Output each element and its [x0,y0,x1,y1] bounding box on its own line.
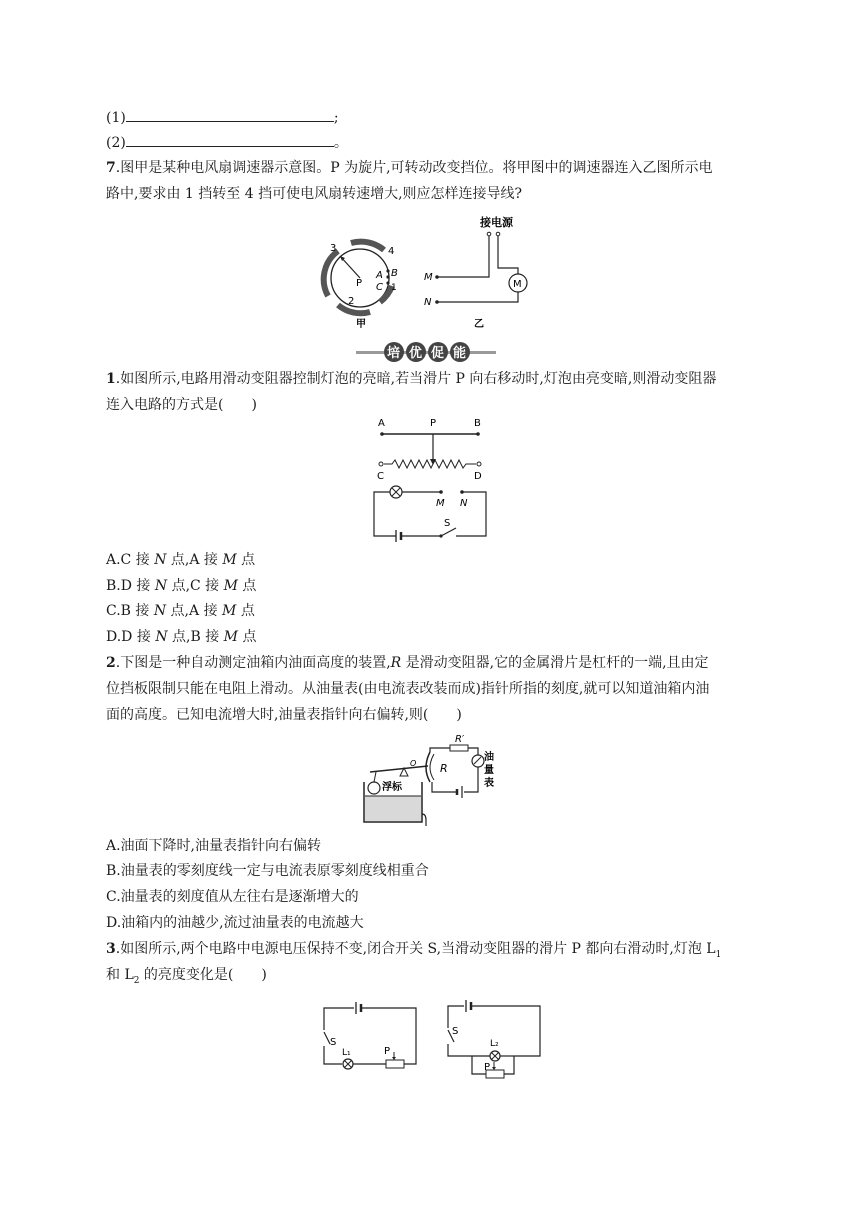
option-c-part-2: 点,A 接 [166,603,223,619]
label-D: D [474,471,482,482]
caption-yi: 乙 [474,319,484,330]
blank-2-label: (2) [106,135,126,151]
fan-regulator-figure [318,238,410,336]
option-d-var-2: M [223,629,238,645]
wire-bottom [432,782,457,792]
meter-label-2: 量 [484,765,494,776]
q2-option-b-text: B.油量表的零刻度线一定与电流表原零刻度线相重合 [106,863,429,879]
option-a-part-3: 点 [236,552,256,568]
q1-option-d[interactable] [106,628,256,646]
q2-text-1b: 是滑动变阻器,它的金属滑片是杠杆的一端,且由定 [401,655,709,671]
q3-sub-2: 2 [133,975,140,986]
label-B: B [474,418,481,429]
q2-option-c[interactable] [106,888,359,906]
power-terminal-2 [496,232,500,236]
option-c-var-2: M [222,603,237,619]
label-A: A [376,270,383,281]
q7-text-1: .图甲是某种电风扇调速器示意图。P 为旋片,可转动改变挡位。将甲图中的调速器连入乙图所示电 [115,160,713,176]
label-M: M [424,272,433,283]
q1-option-c[interactable] [106,602,255,620]
q2-text-3: 面的高度。已知电流增大时,油量表指针向右偏转,则( ) [106,707,462,723]
blank-line-2 [106,134,348,152]
option-a-part-2: 点,A 接 [166,552,223,568]
wire-top [430,748,450,752]
q3-line-1 [106,940,721,964]
banner-bar [356,351,496,354]
option-b-part-1: B.D 接 [106,578,155,594]
stop-plate [430,754,434,780]
option-d-part-1: D.D 接 [106,629,156,645]
q2-line-2 [106,680,709,698]
q2-var-R: R [390,655,402,671]
c2-wire-top-left [448,1006,464,1028]
label-O: O [410,759,417,768]
wire-right [468,748,478,755]
q7-line-1 [106,159,713,177]
resistor-R-prime [450,745,468,751]
label-4: 4 [388,246,395,257]
blank-2-end: 。 [333,135,348,151]
banner-char-2: 优 [409,346,423,361]
q3-text-1: .如图所示,两个电路中电源电压保持不变,闭合开关 S,当滑动变阻器的滑片 P 都向右滑动时,灯泡 L [115,941,716,957]
c2-label-L2: L₂ [490,1039,499,1049]
terminal-A [386,269,389,272]
motor-label: M [513,279,522,290]
terminal-M [439,490,443,494]
c1-wire-top-left [324,1008,354,1030]
banner-char-3: 促 [431,346,445,361]
q2-text-1a: .下图是一种自动测定油箱内油面高度的装置, [115,655,391,671]
label-N: N [424,297,432,308]
q7-text-2: 路中,要求由 1 挡转至 4 挡可使电风扇转速增大,则应怎样连接导线? [106,186,523,202]
caption-jia: 甲 [356,319,366,330]
label-P: P [430,418,437,429]
q2-number: 2 [106,655,116,671]
c1-label-L1: L₁ [342,1048,351,1058]
q1-text-1: .如图所示,电路用滑动变阻器控制灯泡的亮暗,若当滑片 P 向右移动时,灯泡由亮变暗,则滑动变阻器 [115,371,717,387]
q3-sub-1: 1 [715,949,722,960]
option-b-part-2: 点,C 接 [167,578,224,594]
option-a-var-1: N [154,552,167,568]
oil-fill [365,796,421,821]
label-A: A [378,418,385,429]
q1-rheostat-figure [366,414,494,542]
label-P: P [356,278,363,289]
c2-branch-right [504,1056,514,1074]
wire-to-N [438,292,518,302]
blank-1-end: ; [333,110,339,126]
label-S: S [444,518,451,529]
option-c-part-1: C.B 接 [106,603,154,619]
q2-option-d[interactable] [106,914,364,932]
q1-option-a[interactable] [106,551,255,569]
c2-label-S: S [452,1026,459,1037]
option-a-part-1: A.C 接 [106,552,155,568]
wire-to-M [438,236,489,277]
q2-line-1 [106,654,709,672]
option-b-part-3: 点 [237,578,257,594]
q2-option-b[interactable] [106,862,429,880]
q2-option-d-text: D.油箱内的油越少,流过油量表的电流越大 [106,915,364,931]
label-B: B [391,268,398,279]
c2-wire-left [448,1044,472,1056]
terminal-N [435,300,439,304]
section-banner [356,341,496,363]
label-N: N [460,498,468,509]
answer-blank-2[interactable] [126,134,334,147]
switch-blade [441,528,456,536]
wire-to-motor [498,236,518,274]
c1-rheostat [386,1060,404,1068]
q3-circuit-1 [316,1002,420,1076]
label-3: 3 [330,243,337,254]
terminal-C [386,281,389,284]
q1-line-2 [106,396,257,414]
option-a-var-2: M [222,552,237,568]
float-label: 浮标 [382,782,402,793]
option-c-var-1: N [153,603,167,619]
q3-number: 3 [106,941,116,957]
label-R: R [440,762,448,775]
option-d-part-3: 点 [238,629,257,645]
answer-blank-1[interactable] [126,109,334,122]
resistor-R [426,752,430,782]
float-rod [374,772,376,782]
wire-to-battery [464,767,478,792]
label-2: 2 [348,296,355,307]
c2-label-P: P [484,1062,491,1073]
q2-text-2: 位挡板限制只能在电阻上滑动。从油量表(由电流表改装而成)指针所指的刻度,就可以知道油箱内油 [106,681,710,697]
blank-1-label: (1) [106,110,126,126]
resistance-coil [384,460,476,468]
c1-label-S: S [330,1037,337,1048]
q1-text-2: 连入电路的方式是( ) [106,397,257,413]
c1-label-P: P [384,1046,391,1057]
q1-option-b[interactable] [106,577,256,595]
terminal-C [379,462,383,466]
fan-circuit-figure [420,214,540,334]
q2-option-a[interactable] [106,837,321,855]
banner-char-1: 培 [387,346,401,361]
q3-text-2b: 的亮度变化是( ) [139,967,267,983]
option-b-var-2: M [223,578,238,594]
q7-line-2 [106,185,522,203]
q1-number: 1 [106,371,116,387]
q3-text-2a: 和 L [106,967,134,983]
float-ball [368,782,380,794]
power-terminal-1 [487,232,491,236]
terminal-M [435,275,439,279]
wire-left [374,492,440,536]
power-label: 接电源 [480,216,513,229]
q3-circuit-2 [442,998,546,1090]
q2-line-3 [106,706,462,724]
meter-symbol [472,755,484,767]
lever [370,766,428,772]
c2-wire-right [471,1006,540,1056]
label-C: C [377,471,384,482]
option-d-part-2: 点,B 接 [167,629,224,645]
meter-label-3: 表 [484,778,494,789]
terminal-B [386,275,389,278]
terminal-D [477,462,481,466]
q3-line-2 [106,966,267,990]
meter-label-1: 油 [484,752,494,763]
oil-gauge-figure [360,734,520,830]
label-R-prime: R′ [455,734,465,745]
banner-char-4: 能 [453,346,467,361]
option-b-var-1: N [154,578,168,594]
label-C: C [376,282,383,293]
label-1: 1 [391,283,397,293]
blank-line-1 [106,109,339,127]
c1-wire-left [324,1046,342,1064]
q1-line-1 [106,370,716,388]
q2-option-c-text: C.油量表的刻度值从左往右是逐渐增大的 [106,889,359,905]
option-c-part-3: 点 [236,603,255,619]
label-M: M [436,498,445,509]
option-d-var-1: N [155,629,168,645]
q2-option-a-text: A.油面下降时,油量表指针向右偏转 [106,838,322,854]
q7-number: 7 [106,160,116,176]
